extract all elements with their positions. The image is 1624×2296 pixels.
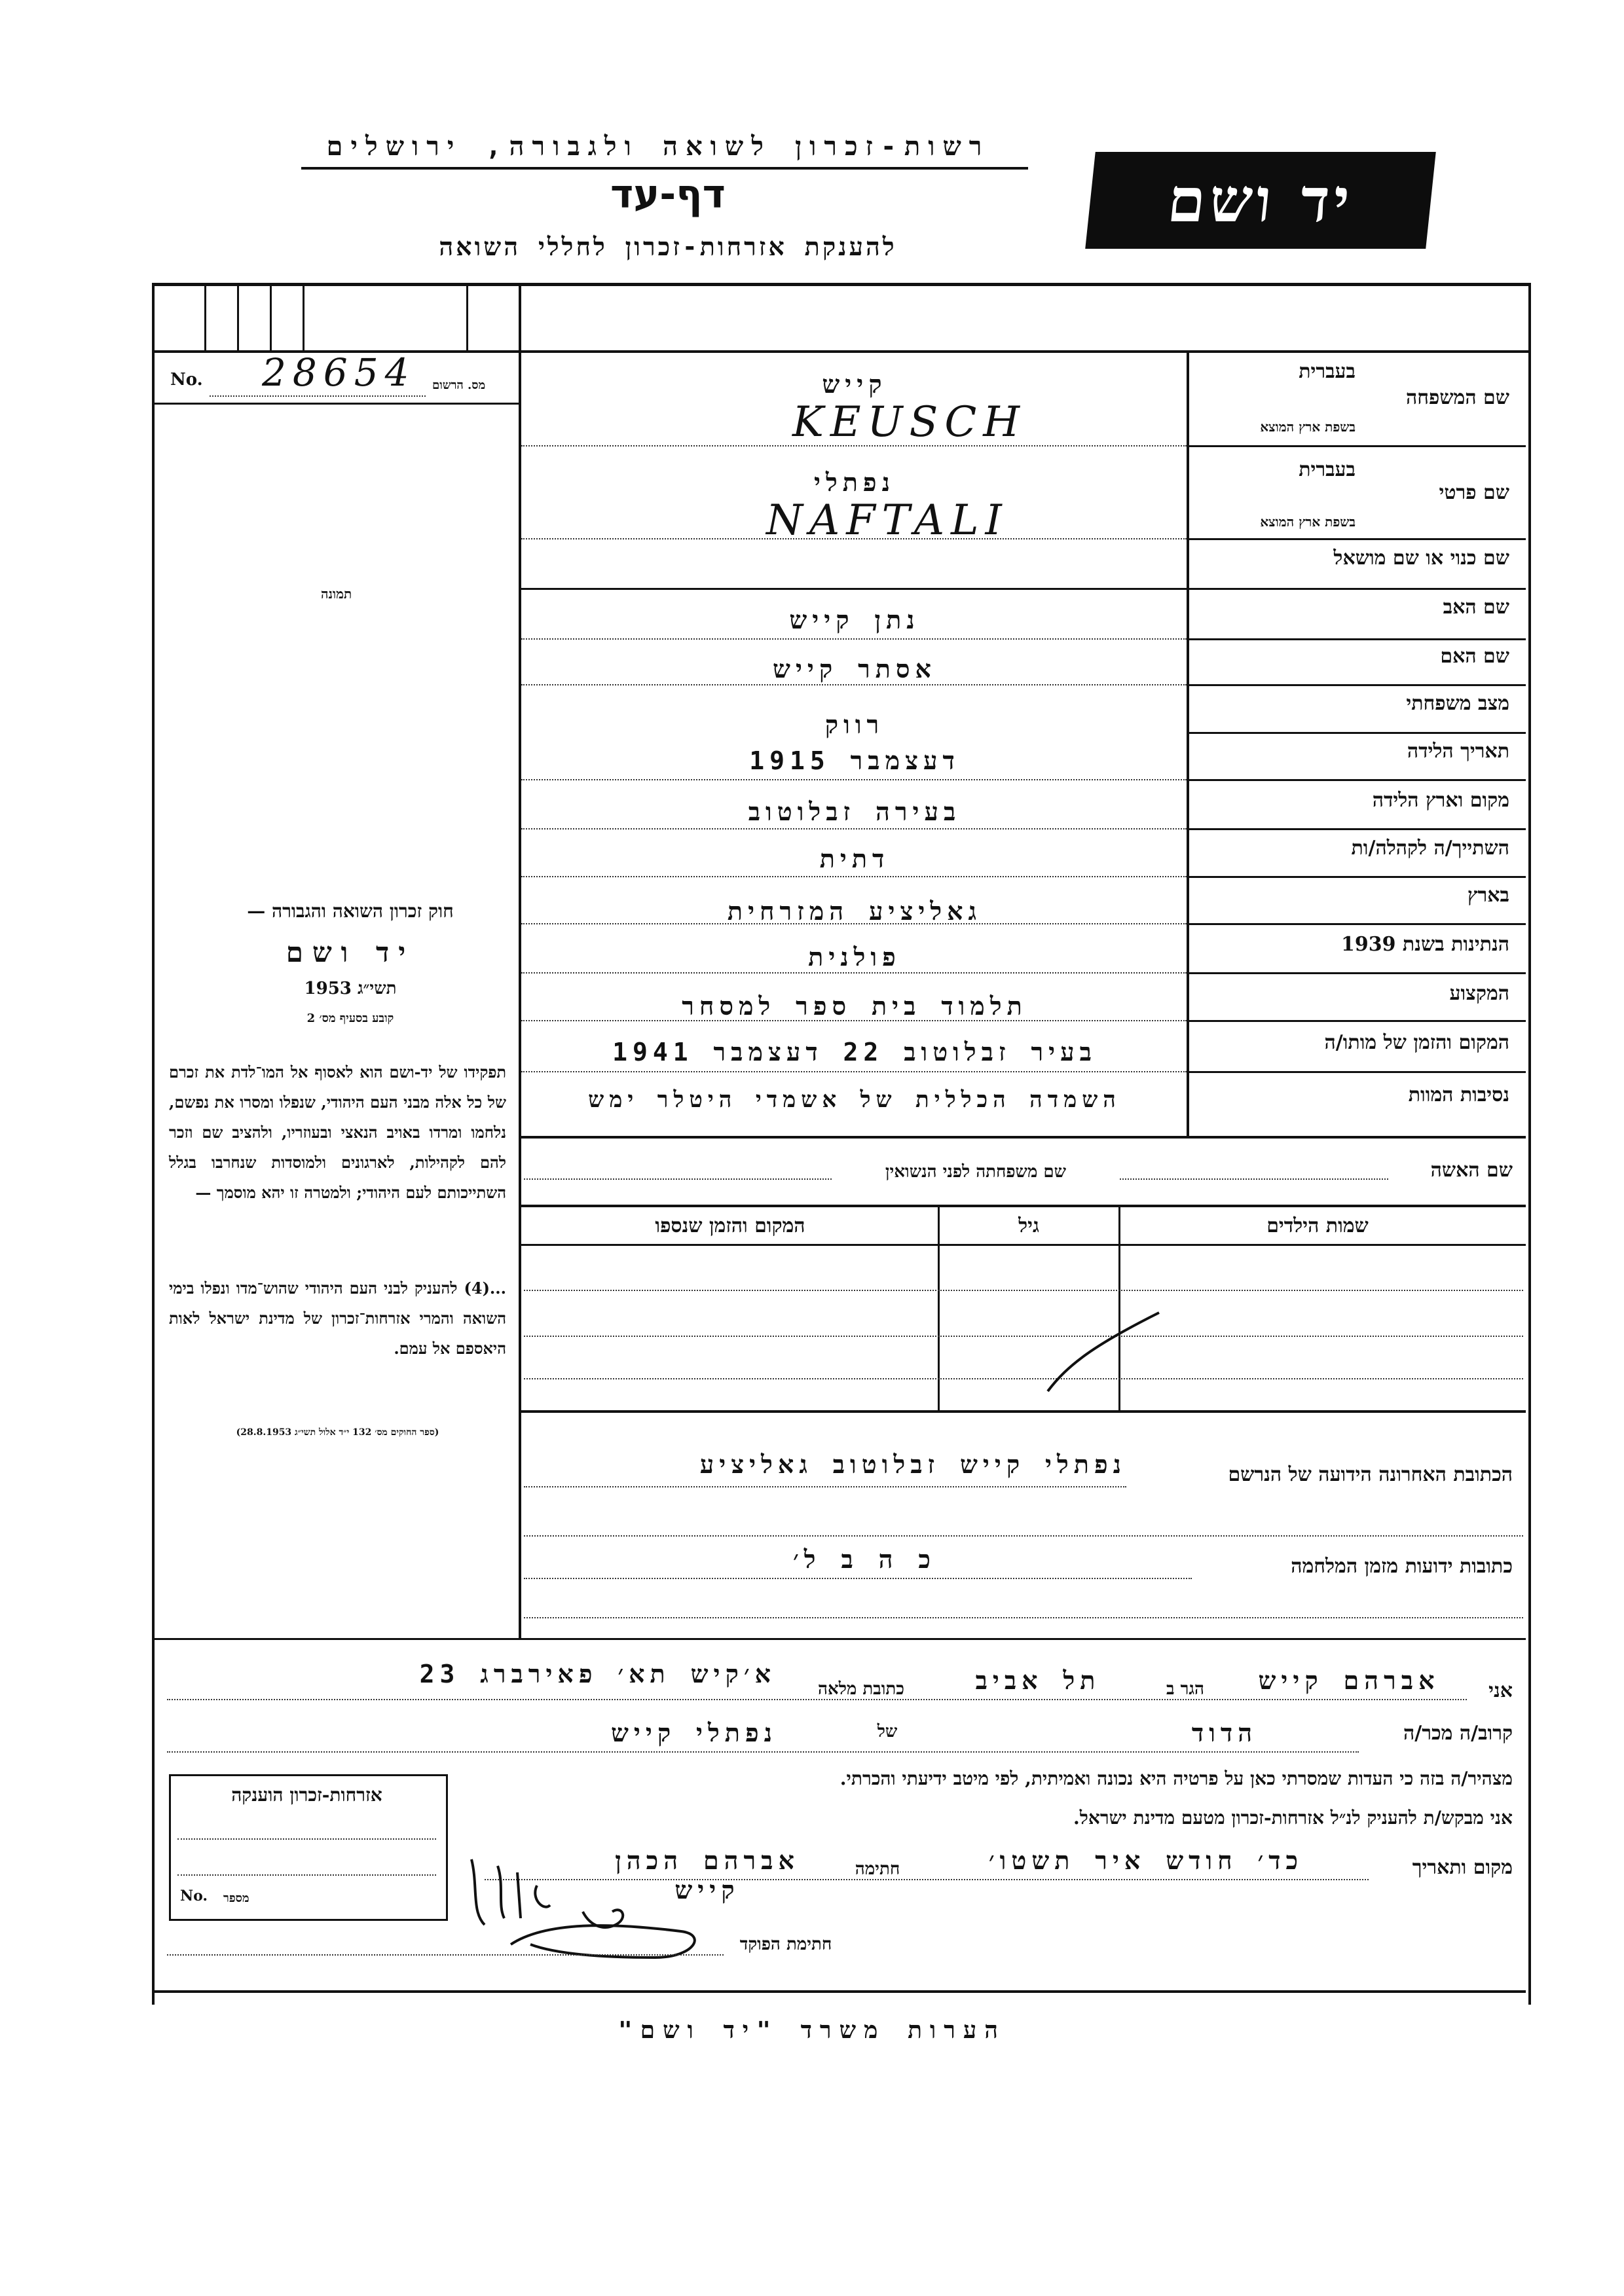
birth-place-value: בעירה זבלוטוב	[748, 797, 961, 826]
father-label: שם האב	[1443, 596, 1509, 619]
citizenship-box	[169, 1774, 448, 1921]
yad-vashem-logo	[1085, 152, 1436, 249]
declaration-1: מצהיר/ה בזה כי העדות שמסרתי כאן על פרטיה היא נכונה ואמיתית, לפי מיטב ידיעתי והכרתי.	[840, 1768, 1513, 1789]
declaration-2: אני מבקש/ת להעניק לנ״ל אזרחות-זכרון מטעם מדינת ישראל.	[1073, 1807, 1513, 1829]
wartime-address-value: כ ה ב ל׳	[793, 1545, 936, 1574]
office-notes: הערות משרד "יד ושם"	[618, 2017, 1006, 2044]
marital-value: רווק	[824, 710, 885, 739]
mother-label: שם האם	[1440, 645, 1509, 668]
first-hebrew-value: נפתלי	[814, 468, 895, 497]
death-circ-label: נסיבות המוות	[1408, 1084, 1509, 1106]
reg-no-label: No.	[170, 370, 203, 390]
marital-label: מצב משפחתי	[1406, 692, 1509, 715]
birth-date-value: דעצמבר 1915	[749, 746, 960, 775]
birth-place-label: מקום וארץ הלידה	[1372, 789, 1509, 812]
last-address-label: הכתובת האחרונה הידועה של הנרשם	[1228, 1463, 1513, 1486]
place-date-value: כד׳ חודש איר תשטו׳	[988, 1846, 1304, 1875]
declarant-of-name: נפתלי קייש	[611, 1719, 777, 1747]
children-names-header: שמות הילדים	[1266, 1214, 1369, 1237]
spouse-maiden-label: שם משפחתה לפני הנשואין	[885, 1162, 1067, 1182]
family-name-label: שם המשפחה	[1405, 386, 1509, 409]
reg-label: מס. הרשום	[432, 378, 486, 392]
citizenship-box-title: אזרחות-זכרון הוענקה	[231, 1784, 382, 1806]
country-value: גאליציע המזרחית	[727, 897, 982, 926]
birth-date-label: תאריך הלידה	[1407, 740, 1509, 763]
father-value: נתן קייש	[789, 606, 920, 634]
declarant-address: א׳קיש תא׳ פאירברג 23	[419, 1660, 776, 1688]
declarant-ani: אני	[1488, 1679, 1513, 1702]
family-hebrew-label: בעברית	[1299, 360, 1356, 383]
spouse-label: שם האשה	[1430, 1159, 1513, 1182]
profession-label: המקצוע	[1449, 982, 1509, 1005]
signature-label: חתימה	[855, 1859, 900, 1879]
authority-line: רשות-זכרון לשואה ולגבורה, ירושלים	[326, 132, 990, 162]
citizenship-label: הנתינות בשנת 1939	[1340, 933, 1509, 956]
community-value: דתית	[819, 845, 890, 873]
mother-value: אסתר קייש	[773, 655, 936, 683]
citizenship-box-no: No.	[180, 1887, 208, 1904]
first-native-label: בשפת ארץ המוצא	[1260, 514, 1356, 530]
of-label: של	[877, 1722, 898, 1741]
country-label: בארץ	[1467, 884, 1509, 907]
wartime-address-label: כתובות ידועות מזמן המלחמה	[1291, 1555, 1513, 1578]
place-date-label: מקום ותאריך	[1412, 1856, 1513, 1879]
citizenship-box-number-label: מספר	[223, 1891, 249, 1905]
law-text: תפקידו של יד-ושם הוא לאסוף אל המו־לדת את זכרם של כל אלה מבני העם היהודי, שנפלו ומסרו את נפשם, נלחמו ומרדו באויב הנאצי ובעוזריו, ולהציב שם וזכר להם לקהילות, לארגונים ולמוסדות שנחרבו בגלל השתייכותם לעם היהודי; ולמטרה זו יהא מוסמך —	[169, 1063, 507, 1202]
law-name: יד ושם	[286, 936, 415, 968]
law-citation: (ספר החוקים מס׳ 132 י״ד אלול תשי״ג 28.8.1953)	[236, 1427, 439, 1438]
law-heading: חוק זכרון השואה והגבורה —	[247, 900, 454, 922]
officer-label: חתימת הפוקד	[739, 1935, 832, 1954]
reg-number: 28654	[262, 350, 416, 395]
declarant-city: תל אביב	[975, 1666, 1101, 1695]
logo-text: יד ושם	[1164, 165, 1357, 236]
first-native-value: NAFTALI	[766, 496, 1008, 545]
children-place-header: המקום והזמן שנספו	[655, 1214, 805, 1237]
community-label: השתייך/ה לקהלה/ות	[1351, 837, 1509, 860]
first-hebrew-label: בעברית	[1299, 458, 1356, 481]
declarant-name: אברהם קייש	[1258, 1666, 1440, 1695]
citizenship-value: פולנית	[808, 943, 901, 972]
declarant-relation: הדוד	[1191, 1719, 1258, 1747]
law-year: תשי״ג 1953	[304, 979, 397, 998]
nickname-label: שם כנוי או שם מושאל	[1333, 547, 1509, 570]
first-name-label: שם פרטי	[1439, 481, 1509, 504]
photo-label: תמונה	[321, 586, 352, 602]
form-title: דף-עד	[610, 172, 726, 217]
family-native-label: בשפת ארץ המוצא	[1260, 419, 1356, 435]
death-place-value: בעיר זבלוטוב 22 דעצמבר 1941	[612, 1038, 1097, 1066]
relation-label: קרוב/ה מכר/ה	[1403, 1722, 1513, 1745]
residing-label: הגר ב	[1166, 1679, 1204, 1699]
family-native-value: KEUSCH	[792, 398, 1027, 446]
law-clause: קובע בסעיף מס׳ 2	[306, 1011, 394, 1025]
address-label: כתובת מלאה	[818, 1679, 904, 1699]
profession-value: תלמוד בית ספר למסחר	[682, 992, 1027, 1021]
death-circ-value: השמדה הכללית של אשמדי היטלר ימש	[588, 1087, 1121, 1113]
form-subtitle: להענקת אזרחות-זכרון לחללי השואה	[439, 232, 897, 261]
family-hebrew-value: קייש	[822, 370, 887, 399]
signature-name: אברהם הכהן קייש	[615, 1846, 800, 1904]
children-age-header: גיל	[1018, 1214, 1039, 1237]
law-text2: ...(4) להעניק לבני העם היהודי שהוש־מדו ונפלו בימי השואה והמרי אזרחות־זכרון של מדינת ישראל לאות היאספם אל עמם.	[169, 1279, 506, 1358]
children-strike-mark	[1041, 1306, 1172, 1398]
last-address-value: נפתלי קייש זבלוטוב גאליציע	[699, 1450, 1126, 1479]
handwritten-signature	[458, 1846, 760, 1977]
death-place-label: המקום והזמן של מותו/ה	[1324, 1031, 1509, 1054]
